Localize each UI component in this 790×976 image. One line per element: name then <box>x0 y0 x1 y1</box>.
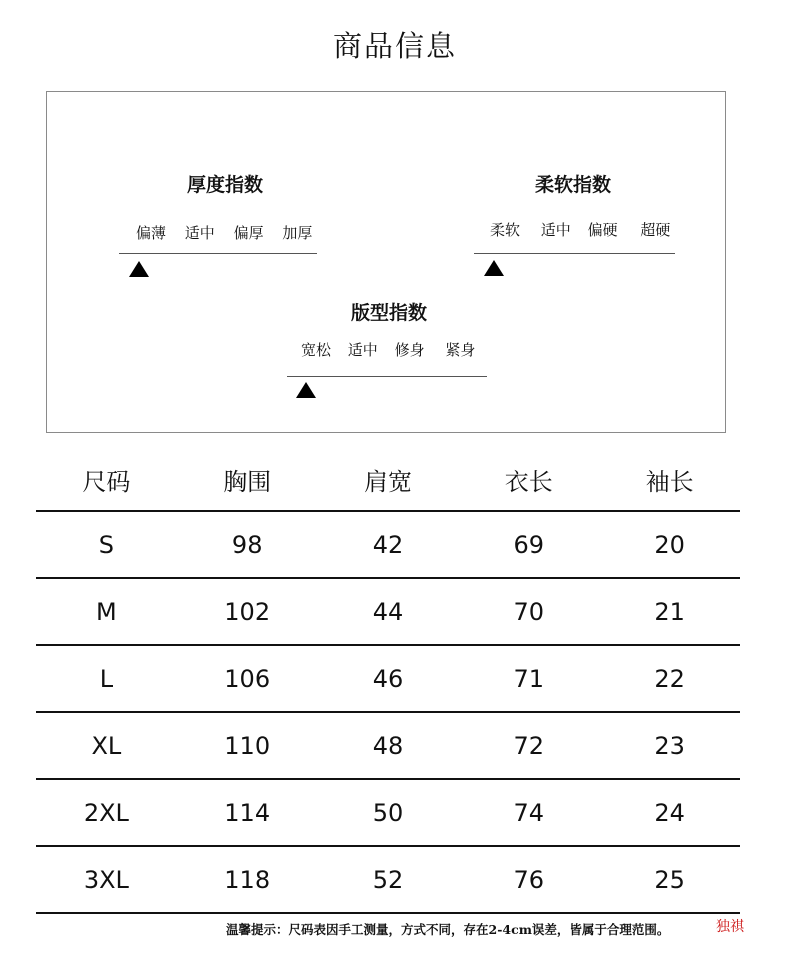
cell-chest: 102 <box>177 578 318 645</box>
cell-chest: 98 <box>177 511 318 578</box>
table-row <box>36 779 740 846</box>
cell-shoulder: 46 <box>318 645 459 712</box>
cell-shoulder: 48 <box>318 712 459 779</box>
cell-chest: 114 <box>177 779 318 846</box>
cell-sleeve: 25 <box>599 846 740 913</box>
cell-shoulder: 50 <box>318 779 459 846</box>
fit-index-title: 版型指数 <box>351 302 428 324</box>
cell-shoulder: 42 <box>318 511 459 578</box>
table-row <box>36 578 740 645</box>
fit-option: 宽松 <box>301 341 332 359</box>
header-chest: 胸围 <box>177 448 318 511</box>
fit-scale-line <box>287 376 487 377</box>
softness-marker <box>484 260 504 276</box>
thickness-option: 加厚 <box>282 224 313 242</box>
cell-chest: 110 <box>177 712 318 779</box>
softness-option: 柔软 <box>490 221 521 239</box>
fit-option: 修身 <box>394 341 425 359</box>
thickness-option: 适中 <box>184 224 215 242</box>
size-table-header <box>36 448 740 511</box>
cell-shoulder: 44 <box>318 578 459 645</box>
size-table <box>36 448 740 914</box>
cell-length: 76 <box>458 846 599 913</box>
softness-index-title: 柔软指数 <box>535 174 612 196</box>
table-row <box>36 645 740 712</box>
cell-sleeve: 23 <box>599 712 740 779</box>
cell-chest: 106 <box>177 645 318 712</box>
cell-size: 2XL <box>36 779 177 846</box>
cell-length: 72 <box>458 712 599 779</box>
measurement-note: 温馨提示：尺码表因手工测量，方式不同，存在2-4cm误差，皆属于合理范围。 <box>226 922 670 937</box>
cell-length: 74 <box>458 779 599 846</box>
cell-shoulder: 52 <box>318 846 459 913</box>
cell-size: 3XL <box>36 846 177 913</box>
header-shoulder: 肩宽 <box>318 448 459 511</box>
cell-sleeve: 24 <box>599 779 740 846</box>
fit-option: 紧身 <box>445 341 476 359</box>
cell-size: XL <box>36 712 177 779</box>
softness-option: 偏硬 <box>587 221 618 239</box>
thickness-option: 偏厚 <box>233 224 264 242</box>
fit-marker <box>296 382 316 398</box>
cell-size: S <box>36 511 177 578</box>
table-row <box>36 511 740 578</box>
cell-size: M <box>36 578 177 645</box>
cell-length: 70 <box>458 578 599 645</box>
cell-size: L <box>36 645 177 712</box>
brand-watermark: 独祺 <box>716 919 744 935</box>
cell-sleeve: 22 <box>599 645 740 712</box>
cell-sleeve: 20 <box>599 511 740 578</box>
cell-sleeve: 21 <box>599 578 740 645</box>
cell-length: 69 <box>458 511 599 578</box>
softness-option: 适中 <box>540 221 571 239</box>
softness-scale <box>490 219 670 240</box>
cell-length: 71 <box>458 645 599 712</box>
softness-option: 超硬 <box>640 221 671 239</box>
thickness-index-title: 厚度指数 <box>187 174 264 196</box>
thickness-marker <box>129 261 149 277</box>
header-length: 衣长 <box>458 448 599 511</box>
thickness-option: 偏薄 <box>136 224 167 242</box>
softness-scale-line <box>474 253 675 254</box>
table-row <box>36 846 740 913</box>
index-panel <box>46 91 726 433</box>
fit-scale <box>301 339 475 360</box>
thickness-scale-line <box>119 253 317 254</box>
header-size: 尺码 <box>36 448 177 511</box>
table-row <box>36 712 740 779</box>
page-title: 商品信息 <box>332 29 457 63</box>
thickness-scale <box>136 222 312 243</box>
cell-chest: 118 <box>177 846 318 913</box>
header-sleeve: 袖长 <box>599 448 740 511</box>
fit-option: 适中 <box>347 341 378 359</box>
